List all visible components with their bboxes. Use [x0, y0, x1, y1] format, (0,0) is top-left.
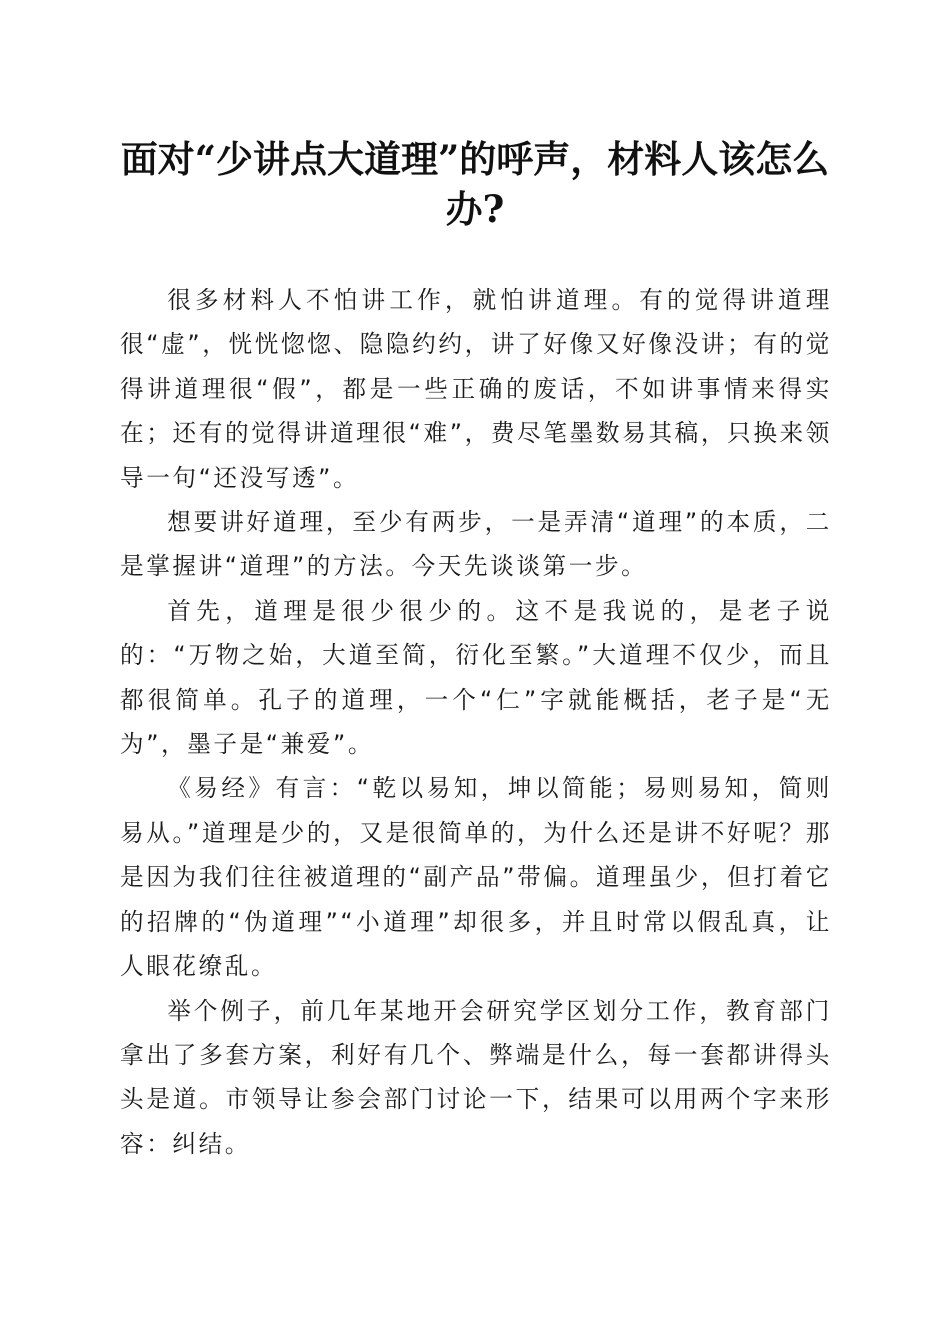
- document-body: [120, 278, 832, 1166]
- paragraph: 很多材料人不怕讲工作，就怕讲道理。有的觉得讲道理很“虚”，恍恍惚惚、隐隐约约，讲了好像又好像没讲；有的觉得讲道理很“假”，都是一些正确的废话，不如讲事情来得实在；还有的觉得讲道理很“难”，费尽笔墨数易其稿，只换来领导一句“还没写透”。: [120, 286, 832, 492]
- paragraph: 想要讲好道理，至少有两步，一是弄清“道理”的本质，二是掌握讲“道理”的方法。今天先谈谈第一步。: [120, 508, 832, 581]
- paragraph: 《易经》有言：“乾以易知，坤以简能；易则易知，简则易从。”道理是少的，又是很简单的，为什么还是讲不好呢？那是因为我们往往被道理的“副产品”带偏。道理虽少，但打着它的招牌的“伪道理”“小道理”却很多，并且时常以假乱真，让人眼花缭乱。: [120, 774, 832, 981]
- paragraph: 首先，道理是很少很少的。这不是我说的，是老子说的：“万物之始，大道至简，衍化至繁。”大道理不仅少，而且都很简单。孔子的道理，一个“仁”字就能概括，老子是“无为”，墨子是“兼爱”。: [120, 596, 832, 759]
- paragraph: 举个例子，前几年某地开会研究学区划分工作，教育部门拿出了多套方案，利好有几个、弊端是什么，每一套都讲得头头是道。市领导让参会部门讨论一下，结果可以用两个字来形容：纠结。: [120, 996, 832, 1158]
- document-title: 面对“少讲点大道理”的呼声，材料人该怎么办?: [120, 137, 830, 231]
